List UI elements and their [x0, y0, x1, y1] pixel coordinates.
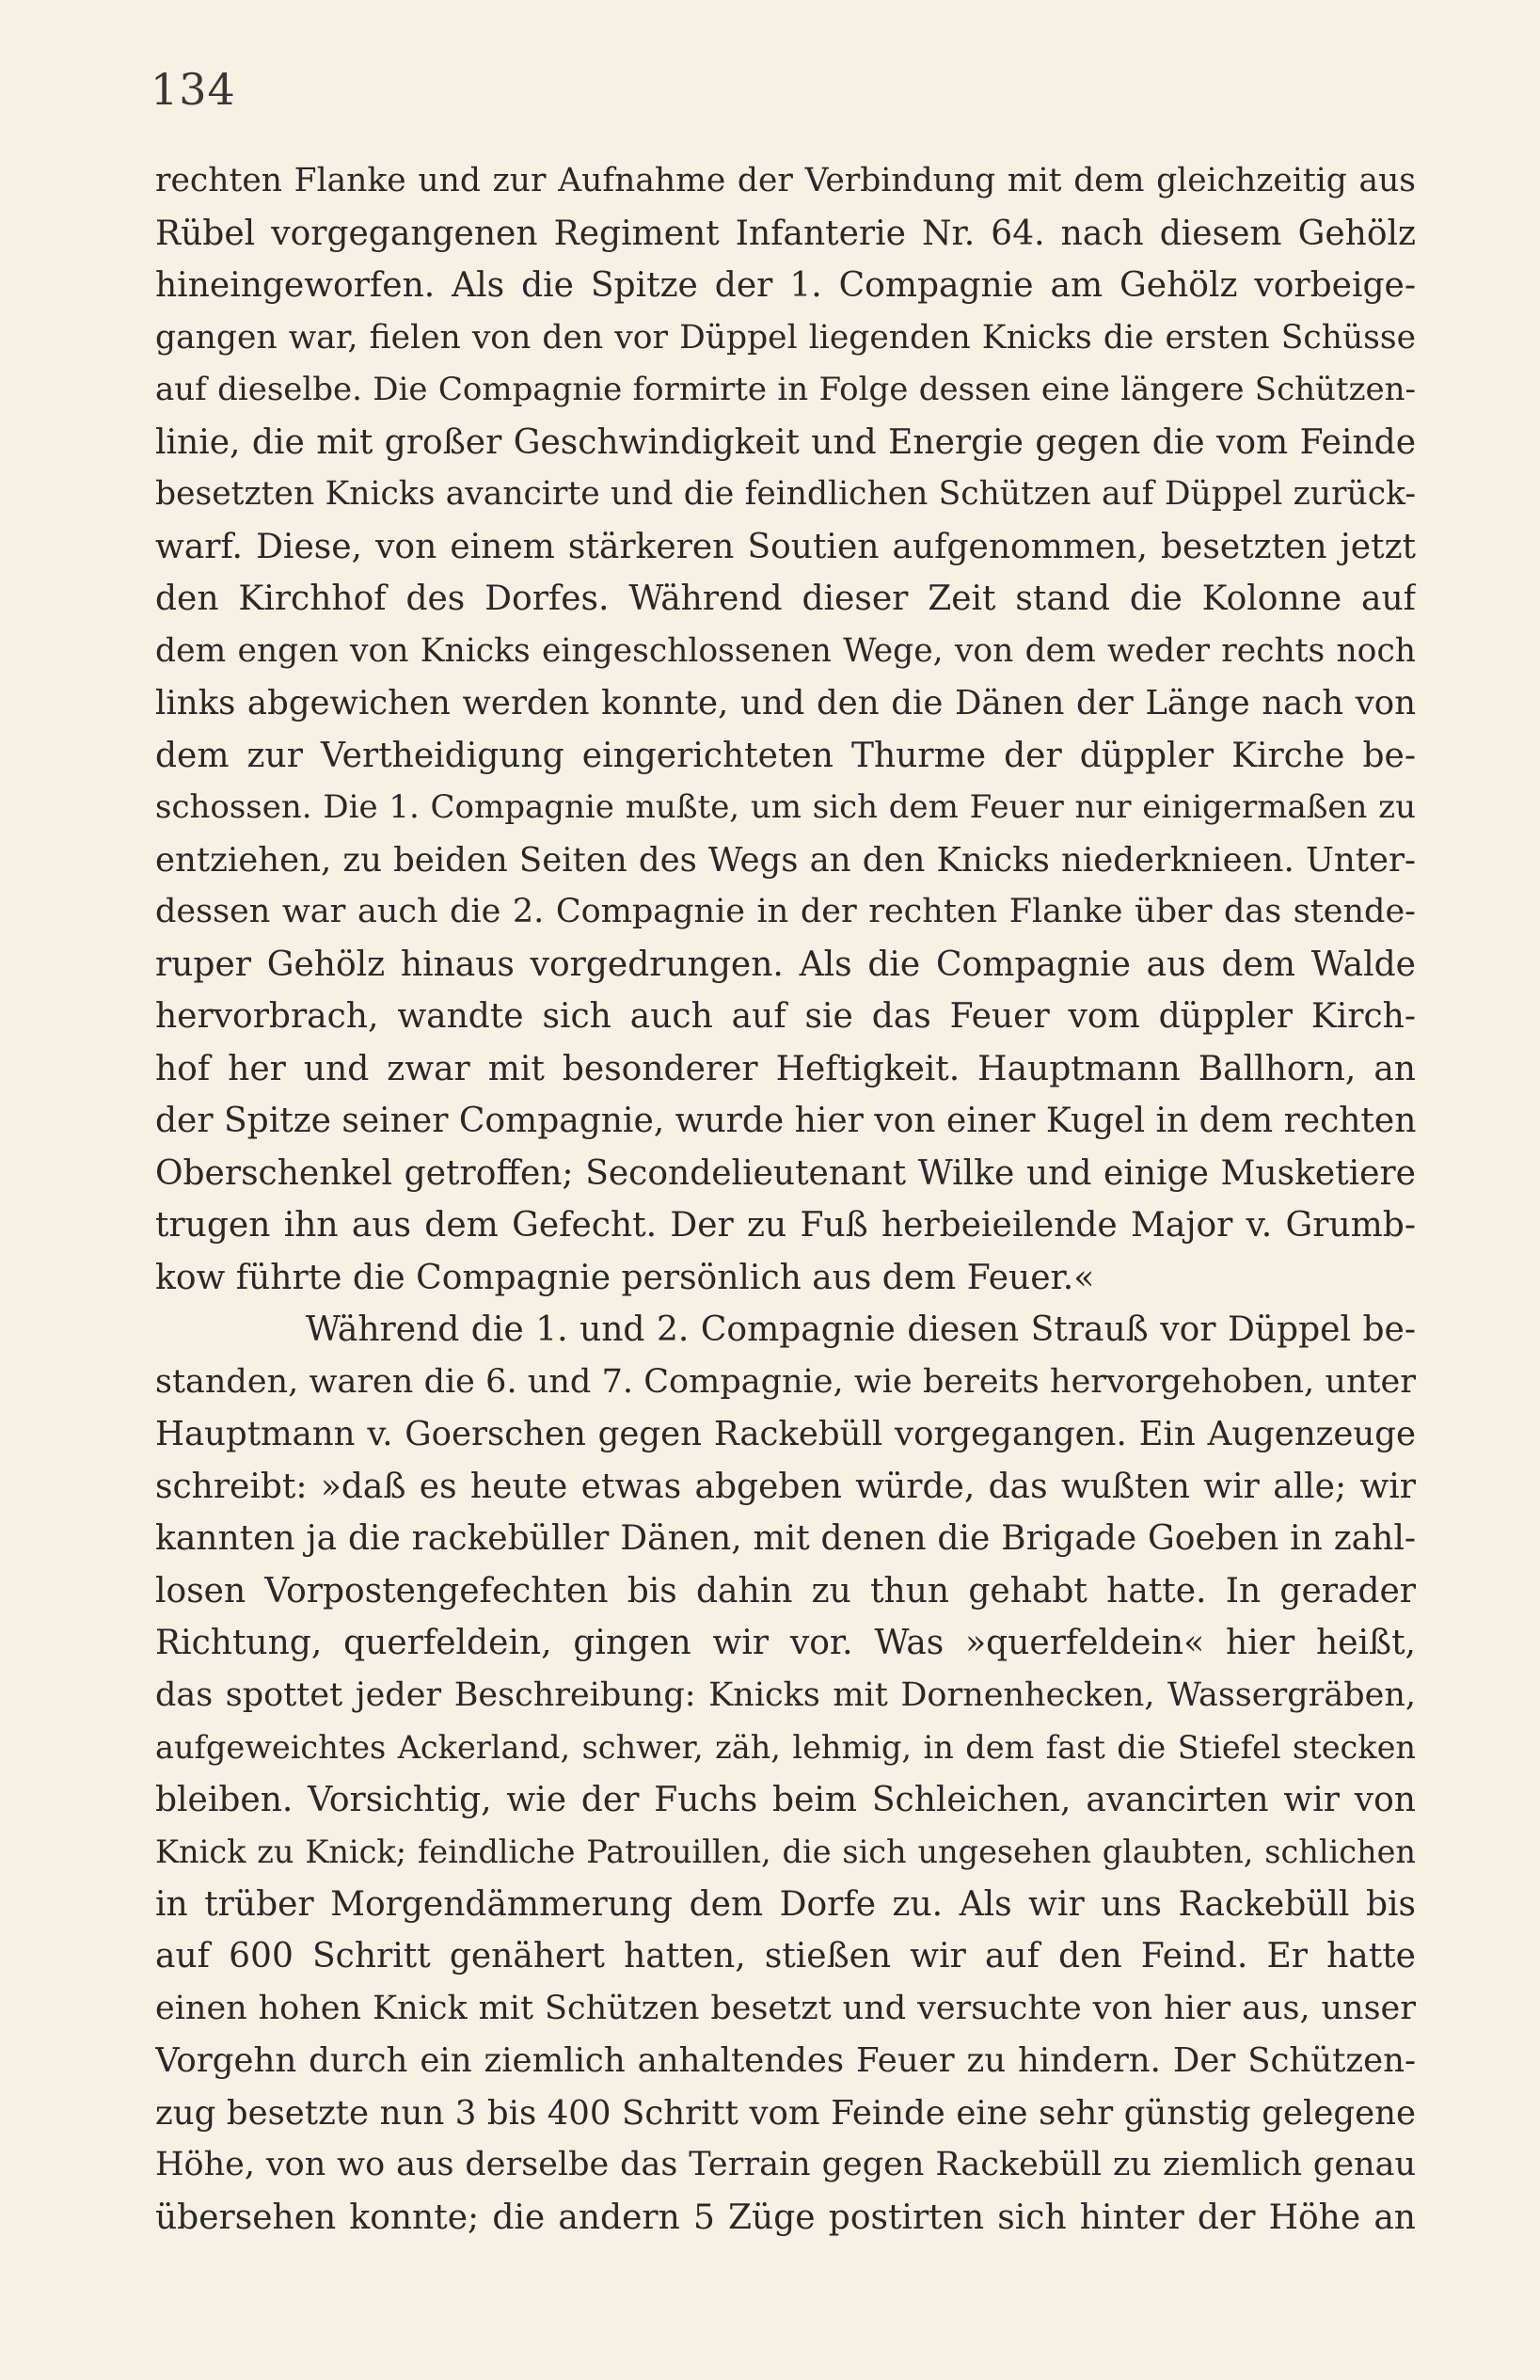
- text-line: auf dieselbe. Die Compagnie formirte in Folge dessen eine längere Schützen-: [155, 371, 1416, 408]
- text-line: zug besetzte nun 3 bis 400 Schritt vom Feinde eine sehr günstig gelegene: [155, 2093, 1416, 2133]
- text-line: bleiben. Vorsichtig, wie der Fuchs beim Schleichen, avancirten wir von: [155, 1780, 1416, 1819]
- text-line: das spottet jeder Beschreibung: Knicks mit Dornenhecken, Wassergräben,: [155, 1675, 1416, 1714]
- text-line: Während die 1. und 2. Compagnie diesen Strauß vor Düppel be-: [306, 1310, 1416, 1349]
- text-line: kow führte die Compagnie persönlich aus dem Feuer.«: [155, 1258, 1095, 1297]
- text-line: gangen war, fielen von den vor Düppel liegenden Knicks die ersten Schüsse: [155, 318, 1416, 357]
- text-line: schreibt: »daß es heute etwas abgeben würde, das wußten wir alle; wir: [155, 1467, 1416, 1506]
- text-line: Vorgehn durch ein ziemlich anhaltendes Feuer zu hindern. Der Schützen-: [155, 2041, 1416, 2080]
- text-line: in trüber Morgendämmerung dem Dorfe zu. Als wir uns Rackebüll bis: [155, 1884, 1416, 1924]
- text-line: besetzten Knicks avancirte und die feindlichen Schützen auf Düppel zurück-: [155, 475, 1416, 513]
- text-line: Richtung, querfeldein, gingen wir vor. Was »querfeldein« hier heißt,: [155, 1624, 1416, 1662]
- text-line: aufgeweichtes Ackerland, schwer, zäh, lehmig, in dem fast die Stiefel stecken: [155, 1729, 1416, 1766]
- text-line: trugen ihn aus dem Gefecht. Der zu Fuß herbeieilende Major v. Grumb-: [155, 1206, 1416, 1245]
- text-line: dem zur Vertheidigung eingerichteten Thurme der düppler Kirche be-: [155, 736, 1416, 775]
- text-line: dem engen von Knicks eingeschlossenen Wege, von dem weder rechts noch: [155, 631, 1416, 670]
- text-line: links abgewichen werden konnte, und den die Dänen der Länge nach von: [155, 684, 1416, 722]
- text-line: Höhe, von wo aus derselbe das Terrain gegen Rackebüll zu ziemlich genau: [155, 2146, 1416, 2183]
- text-line: Oberschenkel getroffen; Secondelieutenant Wilke und einige Musketiere: [155, 1153, 1416, 1193]
- text-line: übersehen konnte; die andern 5 Züge postirten sich hinter der Höhe an: [155, 2198, 1416, 2237]
- text-line: Rübel vorgegangenen Regiment Infanterie Nr. 64. nach diesem Gehölz: [155, 214, 1416, 253]
- page-number: 134: [151, 64, 236, 115]
- text-line: losen Vorpostengefechten bis dahin zu thun gehabt hatte. In gerader: [155, 1571, 1416, 1610]
- text-line: warf. Diese, von einem stärkeren Soutien aufgenommen, besetzten jetzt: [155, 527, 1416, 566]
- text-line: Hauptmann v. Goerschen gegen Rackebüll vorgegangen. Ein Augenzeuge: [155, 1415, 1416, 1453]
- text-line: entziehen, zu beiden Seiten des Wegs an den Knicks niederknieen. Unter-: [155, 840, 1416, 880]
- text-line: den Kirchhof des Dorfes. Während dieser Zeit stand die Kolonne auf: [155, 579, 1416, 618]
- text-line: der Spitze seiner Compagnie, wurde hier von einer Kugel in dem rechten: [155, 1102, 1416, 1140]
- text-line: kannten ja die rackebüller Dänen, mit denen die Brigade Goeben in zahl-: [155, 1519, 1416, 1558]
- text-line: Knick zu Knick; feindliche Patrouillen, die sich ungesehen glaubten, schlichen: [155, 1833, 1416, 1870]
- text-line: schossen. Die 1. Compagnie mußte, um sich dem Feuer nur einigermaßen zu: [155, 788, 1416, 826]
- text-line: hof her und zwar mit besonderer Heftigkeit. Hauptmann Ballhorn, an: [155, 1049, 1416, 1088]
- text-line: dessen war auch die 2. Compagnie in der rechten Flanke über das stende-: [155, 893, 1416, 930]
- text-line: hineingeworfen. Als die Spitze der 1. Compagnie am Gehölz vorbeige-: [155, 266, 1416, 305]
- text-line: standen, waren die 6. und 7. Compagnie, wie bereits hervorgehoben, unter: [155, 1362, 1416, 1401]
- text-line: hervorbrach, wandte sich auch auf sie das Feuer vom düppler Kirch-: [155, 997, 1416, 1036]
- text-line: linie, die mit großer Geschwindigkeit und Energie gegen die vom Feinde: [155, 422, 1416, 462]
- text-line: rechten Flanke und zur Aufnahme der Verbindung mit dem gleichzeitig aus: [155, 162, 1416, 199]
- text-line: einen hohen Knick mit Schützen besetzt und versuchte von hier aus, unser: [155, 1989, 1416, 2027]
- text-line: ruper Gehölz hinaus vorgedrungen. Als die Compagnie aus dem Walde: [155, 944, 1416, 984]
- text-line: auf 600 Schritt genähert hatten, stießen wir auf den Feind. Er hatte: [155, 1937, 1416, 1975]
- body-text: [155, 155, 1416, 2244]
